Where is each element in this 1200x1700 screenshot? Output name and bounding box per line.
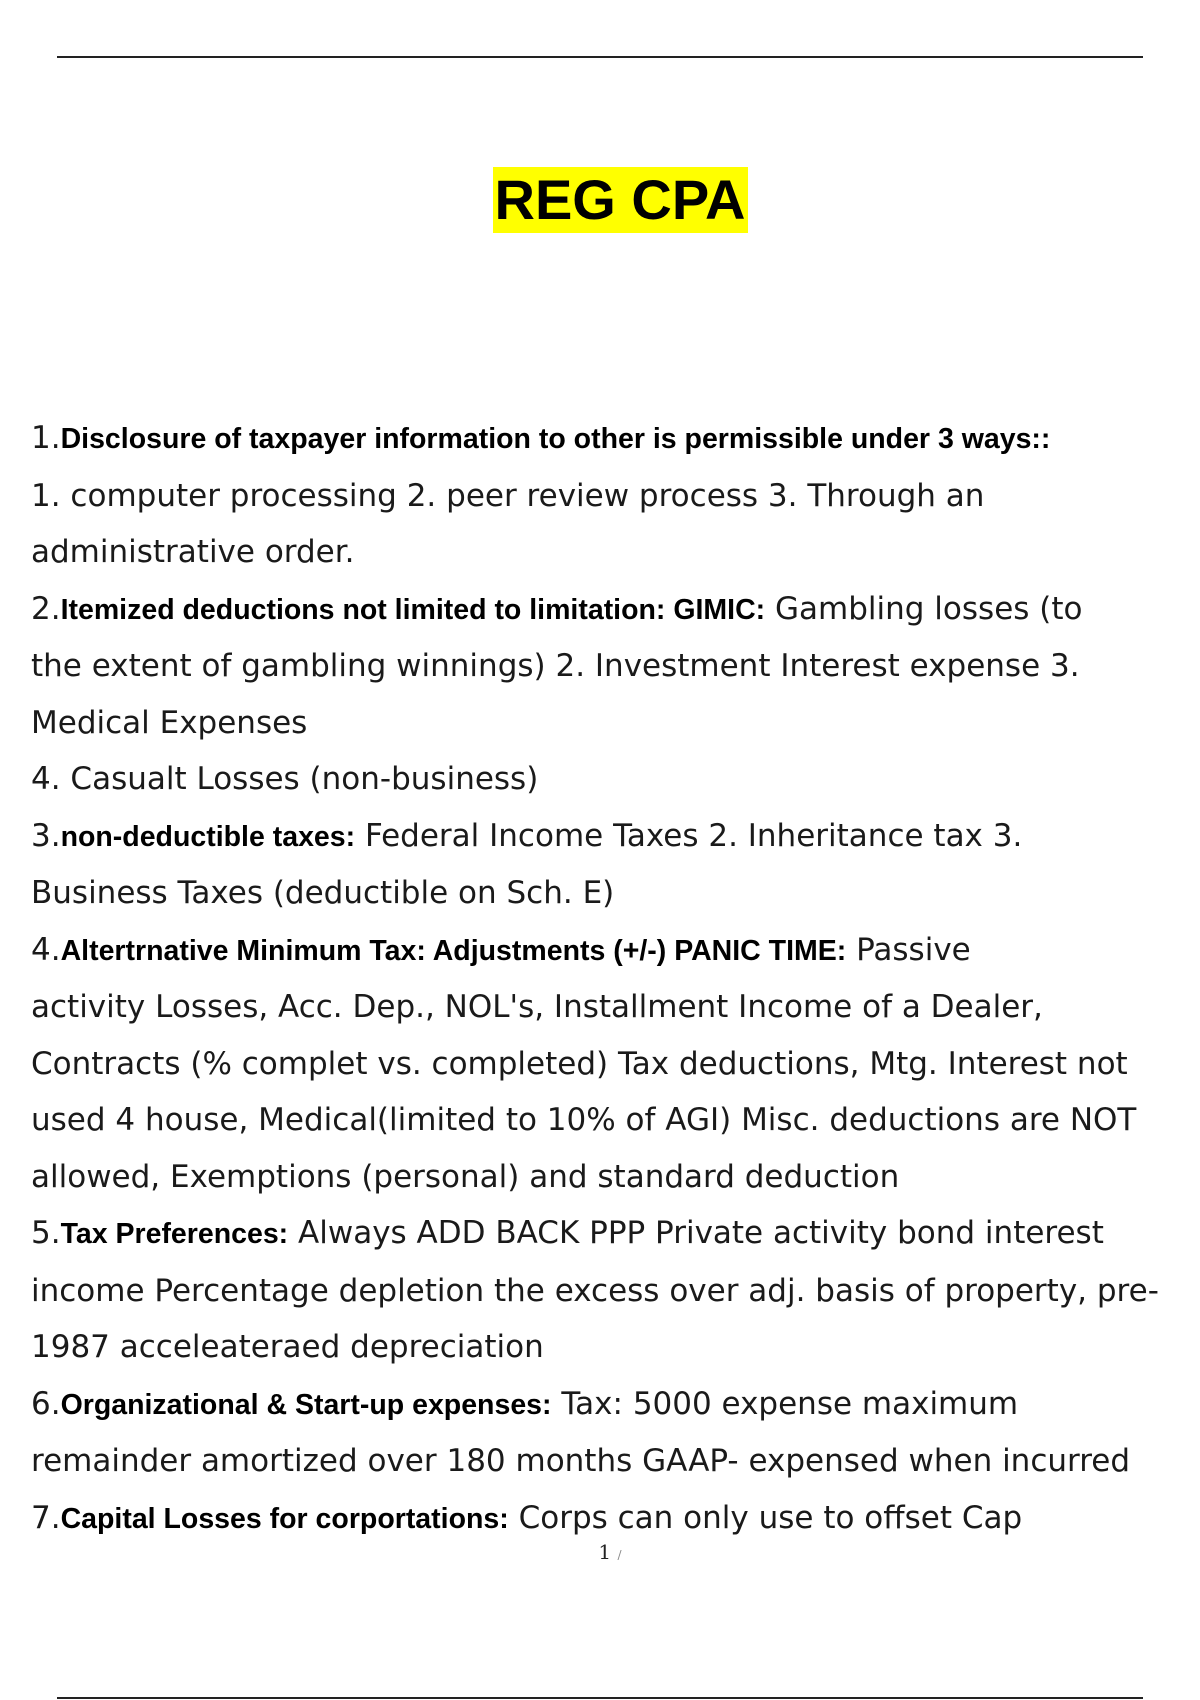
item-number: 1. — [31, 420, 61, 456]
item-lead-text: Federal Income Taxes 2. Inheritance tax 3. — [355, 817, 1023, 854]
item-line: 1. computer processing 2. peer review process 3. Through an — [31, 477, 985, 514]
list-item-1 — [31, 410, 1200, 581]
item-3-first-line — [31, 808, 1200, 866]
list-item-7 — [31, 1490, 1200, 1548]
list-item-5 — [31, 1205, 1200, 1376]
title-container — [0, 167, 1200, 233]
item-term: non-deductible taxes: — [60, 820, 356, 853]
item-term: Itemized deductions not limited to limitation: GIMIC: — [60, 593, 766, 626]
page-number — [0, 1540, 1200, 1564]
item-line: administrative order. — [31, 534, 355, 570]
item-number: 6. — [31, 1385, 61, 1422]
item-1-first-line — [31, 410, 1200, 468]
page-title: REG CPA — [494, 168, 746, 231]
list-item-2 — [31, 581, 1200, 808]
item-lead-text: Gambling losses (to — [765, 590, 1083, 627]
item-5-first-line — [31, 1205, 1200, 1263]
item-number: 7. — [31, 1499, 61, 1536]
item-number: 2. — [31, 590, 61, 627]
item-term: Tax Preferences: — [60, 1218, 289, 1250]
item-line: Medical Expenses — [31, 704, 308, 741]
list-item-6 — [31, 1376, 1200, 1490]
item-number: 3. — [31, 817, 61, 854]
item-term: Capital Losses for corportations: — [60, 1502, 509, 1535]
item-line: Business Taxes (deductible on Sch. E) — [31, 875, 615, 911]
item-line: income Percentage depletion the excess over adj. basis of property, pre- — [31, 1272, 1159, 1309]
item-line: remainder amortized over 180 months GAAP- expensed when incurred — [31, 1443, 1131, 1479]
item-line: 1987 acceleateraed depreciation — [31, 1329, 544, 1365]
list-item-4 — [31, 922, 1200, 1206]
document-body — [31, 410, 1200, 1547]
bottom-rule — [57, 1697, 1143, 1699]
item-number: 5. — [31, 1215, 61, 1251]
item-term: Organizational & Start-up expenses: — [60, 1388, 552, 1421]
item-lead-text: Passive — [846, 931, 971, 968]
list-item-3 — [31, 808, 1200, 922]
item-lead-text: Tax: 5000 expense maximum — [551, 1385, 1019, 1422]
item-line: used 4 house, Medical(limited to 10% of AGI) Misc. deductions are NOT — [31, 1102, 1137, 1138]
page-number-suffix: / — [617, 1548, 622, 1562]
item-7-first-line — [31, 1490, 1200, 1548]
top-rule — [57, 56, 1143, 58]
item-line: allowed, Exemptions (personal) and standard deduction — [31, 1158, 900, 1195]
item-line: the extent of gambling winnings) 2. Investment Interest expense 3. — [31, 648, 1080, 684]
item-term: Disclosure of taxpayer information to other is permissible under 3 ways:: — [60, 423, 1051, 455]
item-6-first-line — [31, 1376, 1200, 1434]
item-lead-text: Corps can only use to offset Cap — [508, 1499, 1023, 1536]
item-4-first-line — [31, 922, 1200, 980]
item-term: Altertrnative Minimum Tax: Adjustments (+/-) PANIC TIME: — [60, 934, 847, 967]
item-number: 4. — [31, 931, 61, 968]
item-line: Contracts (% complet vs. completed) Tax deductions, Mtg. Interest not — [31, 1045, 1128, 1082]
item-line: 4. Casualt Losses (non-business) — [31, 761, 539, 797]
page-number-value: 1 — [598, 1540, 612, 1564]
item-lead-text: Always ADD BACK PPP Private activity bond interest — [288, 1215, 1104, 1251]
item-2-first-line — [31, 581, 1200, 639]
item-line: activity Losses, Acc. Dep., NOL's, Installment Income of a Dealer, — [31, 989, 1043, 1025]
